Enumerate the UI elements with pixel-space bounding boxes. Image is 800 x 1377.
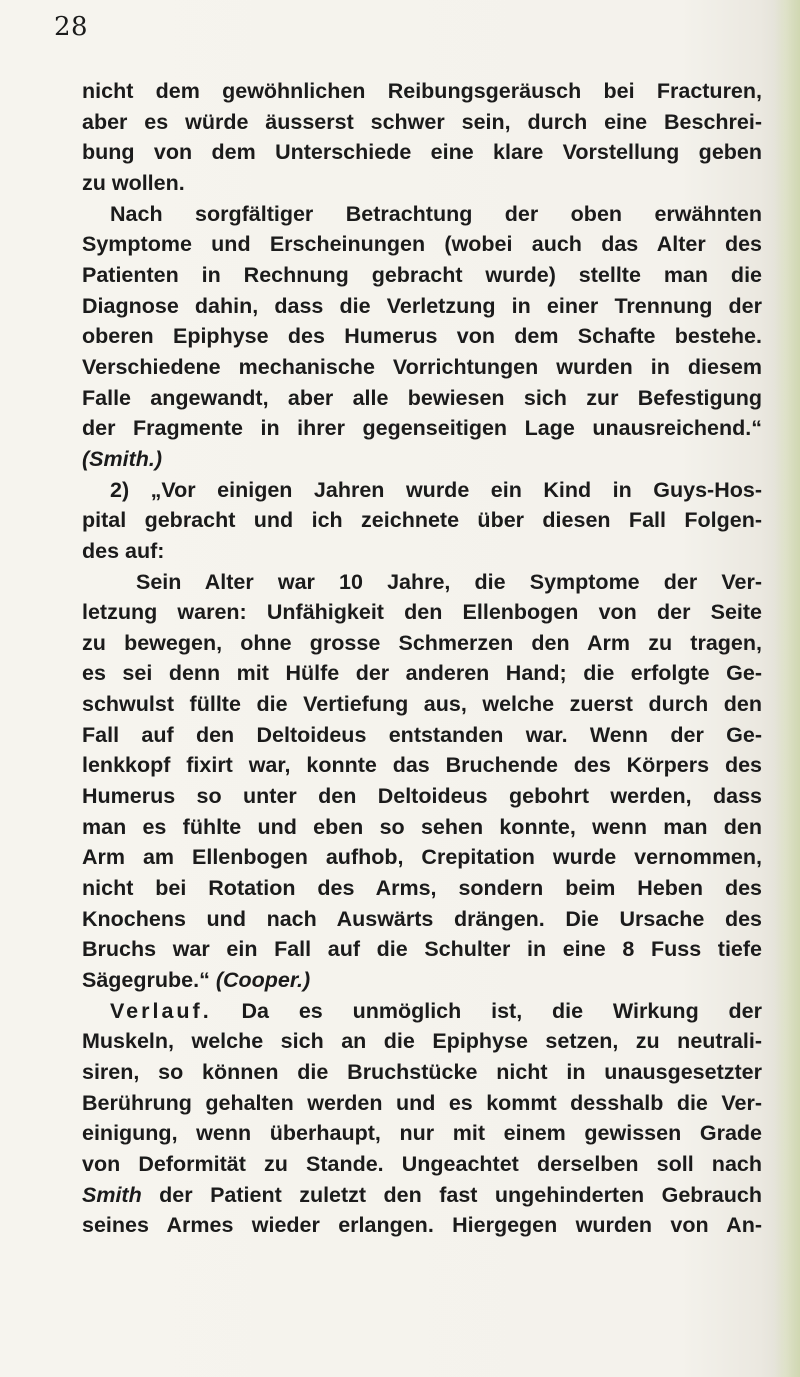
text-line: Sein Alter war 10 Jahre, die Symptome der Ver-	[136, 569, 762, 594]
text-line: lenkkopf fixirt war, konnte das Bruchende des Körpers des	[82, 753, 762, 778]
text-line: der Fragmente in ihrer gegenseitigen Lage unausreichend.“	[82, 416, 762, 441]
text-line: seines Armes wieder erlangen. Hiergegen wurden von An-	[82, 1213, 762, 1238]
text-line: Humerus so unter den Deltoideus gebohrt werden, dass	[82, 784, 762, 809]
text-line: zu bewegen, ohne grosse Schmerzen den Arm zu tragen,	[82, 630, 762, 655]
text-line: Bruchs war ein Fall auf die Schulter in eine 8 Fuss tiefe	[82, 937, 762, 962]
text-line: oberen Epiphyse des Humerus von dem Schafte bestehe.	[82, 324, 762, 349]
text-line: nicht bei Rotation des Arms, sondern beim Heben des	[82, 876, 762, 901]
page-edge-shadow	[774, 0, 800, 1377]
text-line: zu wollen.	[82, 170, 185, 195]
text-line: (Smith.)	[82, 446, 163, 471]
text-line: Berührung gehalten werden und es kommt desshalb die Ver-	[82, 1090, 762, 1115]
text-line: letzung waren: Unfähigkeit den Ellenbogen von der Seite	[82, 600, 762, 625]
text-line: nicht dem gewöhnlichen Reibungsgeräusch bei Fracturen,	[82, 79, 762, 103]
text-line: pital gebracht und ich zeichnete über diesen Fall Folgen-	[82, 508, 762, 533]
body-text	[82, 76, 762, 1241]
text-line: Verschiedene mechanische Vorrichtungen wurden in diesem	[82, 354, 762, 379]
text-line: man es fühlte und eben so sehen konnte, wenn man den	[82, 814, 762, 839]
text-line: aber es würde äusserst schwer sein, durch eine Beschrei-	[82, 109, 762, 134]
text-line: bung von dem Unterschiede eine klare Vorstellung geben	[82, 140, 762, 165]
text-line: Sägegrube.“ (Cooper.)	[82, 968, 311, 993]
text-line: Fall auf den Deltoideus entstanden war. Wenn der Ge-	[82, 722, 762, 747]
page-number: 28	[54, 12, 89, 42]
text-line: von Deformität zu Stande. Ungeachtet derselben soll nach	[82, 1151, 762, 1176]
text-line: 2) „Vor einigen Jahren wurde ein Kind in Guys-Hos-	[110, 477, 762, 502]
text-line: es sei denn mit Hülfe der anderen Hand; die erfolgte Ge-	[82, 661, 762, 686]
text-line: Falle angewandt, aber alle bewiesen sich zur Befestigung	[82, 385, 762, 410]
text-line: Knochens und nach Auswärts drängen. Die Ursache des	[82, 906, 762, 931]
text-line: Diagnose dahin, dass die Verletzung in einer Trennung der	[82, 293, 762, 318]
text-line: Muskeln, welche sich an die Epiphyse setzen, zu neutrali-	[82, 1029, 762, 1054]
text-line: Symptome und Erscheinungen (wobei auch das Alter des	[82, 232, 762, 257]
text-line: schwulst füllte die Vertiefung aus, welche zuerst durch den	[82, 692, 762, 717]
text-line: Arm am Ellenbogen aufhob, Crepitation wurde vernommen,	[82, 845, 762, 870]
text-line: Patienten in Rechnung gebracht wurde) stellte man die	[82, 262, 762, 287]
text-line: einigung, wenn überhaupt, nur mit einem gewissen Grade	[82, 1121, 762, 1146]
text-line: Verlauf. Da es unmöglich ist, die Wirkung der	[110, 998, 762, 1023]
text-line: Nach sorgfältiger Betrachtung der oben erwähnten	[110, 201, 762, 226]
text-line: siren, so können die Bruchstücke nicht in unausgesetzter	[82, 1060, 762, 1084]
text-line: des auf:	[82, 538, 165, 563]
text-line: Smith der Patient zuletzt den fast ungehinderten Gebrauch	[82, 1182, 762, 1207]
